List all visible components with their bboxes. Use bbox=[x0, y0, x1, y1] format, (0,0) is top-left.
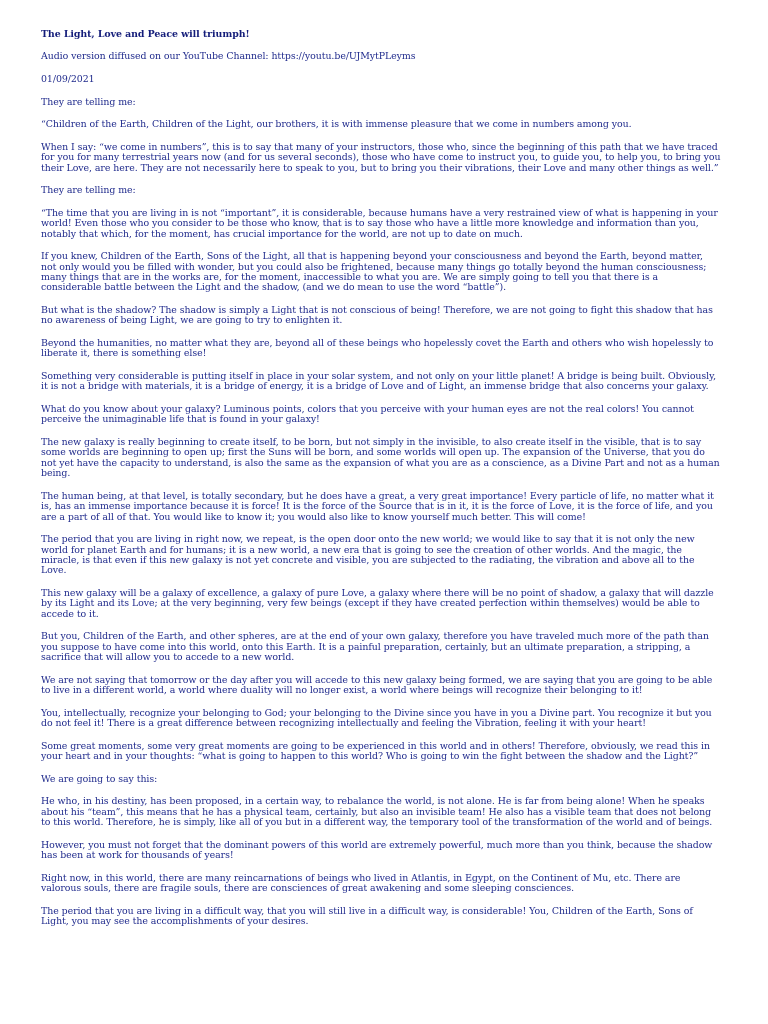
body-paragraph: He who, in his destiny, has been proposed, in a certain way, to rebalance the world, is not alone. He is far from being alone! When he speaks about his “team”, this means that he has a physical team, certainly, but also an invisible team! He also has a visible team that does not belong to this world. Therefore, he is simply, like all of you but in a different way, the temporary tool of the transformation of the world and of beings. bbox=[41, 796, 713, 829]
document-page bbox=[41, 30, 721, 940]
body-paragraph: However, you must not forget that the dominant powers of this world are extremely powerful, much more than you think, because the shadow has been at work for thousands of years! bbox=[41, 839, 713, 862]
body-paragraph: “Children of the Earth, Children of the Light, our brothers, it is with immense pleasure that we come in numbers among you. bbox=[41, 119, 632, 131]
document-title: The Light, Love and Peace will triumph! bbox=[41, 29, 250, 40]
body-paragraph: They are telling me: bbox=[41, 185, 136, 197]
body-paragraph: Beyond the humanities, no matter what they are, beyond all of these beings who hopelessly covet the Earth and others who wish hopelessly to liberate it, there is something else! bbox=[41, 338, 714, 360]
body-paragraph: “The time that you are living in is not “important”, it is considerable, because humans have a very restrained view of what is happening in your world! Even those who you consider to be those who know, that is to say those who have a little more knowledge and information than you, notably that which, for the moment, has crucial importance for the world, are not up to date on much. bbox=[41, 207, 718, 240]
body-paragraph: This new galaxy will be a galaxy of excellence, a galaxy of pure Love, a galaxy where there will be no point of shadow, a galaxy that will dazzle by its Light and its Love; at the very beginning, very few beings (except if they have created perfection within themselves) would be able to accede to it. bbox=[41, 588, 714, 620]
document-body bbox=[41, 98, 721, 928]
body-paragraph: The new galaxy is really beginning to create itself, to be born, but not simply in the invisible, to also create itself in the visible, that is to say some worlds are beginning to open up; first the Suns will be born, and some worlds will open up. The expansion of the Universe, that you do not yet have the capacity to understand, is also the same as the expansion of what you are as a conscience, as a Divine Part and not as a human being. bbox=[41, 437, 720, 480]
body-paragraph: But what is the shadow? The shadow is simply a Light that is not conscious of being! Therefore, we are not going to fight this shadow that has no awareness of being Light, we are going to try to enlighten it. bbox=[41, 305, 713, 327]
document-date: 01/09/2021 bbox=[41, 74, 95, 85]
body-paragraph: Right now, in this world, there are many reincarnations of beings who lived in Atlantis, in Egypt, on the Continent of Mu, etc. There are valorous souls, there are fragile souls, there are consciences of great awakening and some sleeping consciences. bbox=[41, 872, 681, 895]
body-paragraph: The human being, at that level, is totally secondary, but he does have a great, a very great importance! Every particle of life, no matter what it is, has an immense importance because it is force! It is the force of the Source that is in it, it is the force of Love, it is the force of life, and you are a part of all of that. You would like to know it; you would also like to know yourself much better. This will come! bbox=[41, 490, 714, 523]
body-paragraph: But you, Children of the Earth, and other spheres, are at the end of your own galaxy, therefore you have traveled much more of the path than you suppose to have come into this world, onto this Earth. It is a painful preparation, certainly, but an ultimate preparation, a stripping, a sacrifice that will allow you to accede to a new world. bbox=[41, 631, 709, 664]
body-paragraph: Some great moments, some very great moments are going to be experienced in this world and in others! Therefore, obviously, we read this in your heart and in your thoughts: “what is going to happen to this world? Who is going to win the fight between the shadow and the Light?” bbox=[41, 740, 710, 763]
body-paragraph: When I say: “we come in numbers”, this is to say that many of your instructors, those who, since the beginning of this path that we have traced for you for many terrestrial years now (and for us several seconds), those who have come to instruct you, to guide you, to help you, to bring you their Love, are here. They are not necessarily here to speak to you, but to bring you their vibrations, their Love and many other things as well.” bbox=[41, 141, 721, 174]
body-paragraph: They are telling me: bbox=[41, 96, 136, 108]
body-paragraph: The period that you are living in a difficult way, that you will still live in a difficult way, is considerable! You, Children of the Earth, Sons of Light, you may see the accomplishments of your desires. bbox=[41, 905, 693, 928]
audio-version-line: Audio version diffused on our YouTube Channel: https://youtu.be/UJMytPLeyms bbox=[41, 51, 416, 63]
body-paragraph: If you knew, Children of the Earth, Sons of the Light, all that is happening beyond your consciousness and beyond the Earth, beyond matter, not only would you be filled with wonder, but you could also be frightened, because many things go totally beyond the human consciousness; many things that are in the works are, for the moment, inaccessible to what you are. We are simply going to tell you that there is a considerable battle between the Light and the shadow, (and we do mean to use the word “battle”). bbox=[41, 251, 707, 294]
body-paragraph: We are going to say this: bbox=[41, 773, 158, 785]
body-paragraph: Something very considerable is putting itself in place in your solar system, and not only on your little planet! A bridge is being built. Obviously, it is not a bridge with materials, it is a bridge of energy, it is a bridge of Love and of Light, an immense bridge that also concerns your galaxy. bbox=[41, 371, 717, 393]
body-paragraph: We are not saying that tomorrow or the day after you will accede to this new galaxy being formed, we are saying that you are going to be able to live in a different world, a world where duality will no longer exist, a world where beings will recognize their belonging to it! bbox=[41, 674, 713, 697]
body-paragraph: What do you know about your galaxy? Luminous points, colors that you perceive with your human eyes are not the real colors! You cannot perceive the unimaginable life that is found in your galaxy! bbox=[41, 404, 694, 426]
body-paragraph: You, intellectually, recognize your belonging to God; your belonging to the Divine since you have in you a Divine part. You recognize it but you do not feel it! There is a great difference between recognizing intellectually and feeling the Vibration, feeling it with your heart! bbox=[41, 707, 712, 730]
body-paragraph: The period that you are living in right now, we repeat, is the open door onto the new world; we would like to say that it is not only the new world for planet Earth and for humans; it is a new world, a new era that is going to see the creation of other worlds. And the magic, the miracle, is that even if this new galaxy is not yet concrete and visible, you are subjected to the radiating, the vibration and above all to the Love. bbox=[41, 534, 695, 577]
